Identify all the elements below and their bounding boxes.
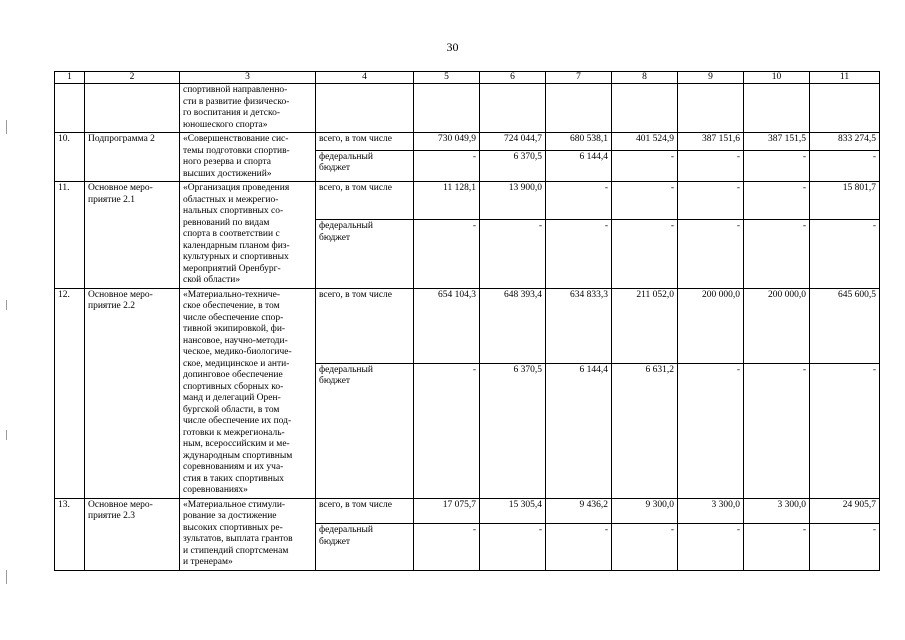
value-cell: 3 300,0: [744, 498, 810, 524]
row-description: спортивной направленно- сти в развитие физическо- го воспитания и детско- юношеского спорта»: [180, 84, 316, 133]
scan-artifact-mark: [6, 300, 7, 310]
value-cell: 3 300,0: [678, 498, 744, 524]
value-cell: -: [810, 220, 880, 288]
value-cell: -: [810, 524, 880, 570]
value-cell: -: [744, 363, 810, 498]
column-header: 8: [612, 72, 678, 84]
value-cell: [546, 84, 612, 133]
column-header: 5: [414, 72, 480, 84]
row-name: Основное меро- приятие 2.3: [85, 498, 180, 570]
column-header: 4: [316, 72, 414, 84]
value-cell: 724 044,7: [480, 133, 546, 151]
value-cell: 645 600,5: [810, 288, 880, 363]
value-cell: -: [612, 220, 678, 288]
row-description: «Совершенствование сис- темы подготовки спортив- ного резерва и спорта высших достижений»: [180, 133, 316, 182]
row-description: «Организация проведения областных и межрегио- нальных спортивных со- ревнований по видам спорта в соответствии с календарным планом физ- культурных и спортивных мероприятий Оренбург- ской области»: [180, 182, 316, 289]
row-name: Подпрограмма 2: [85, 133, 180, 182]
row-name: Основное меро- приятие 2.1: [85, 182, 180, 289]
value-cell: 6 144,4: [546, 150, 612, 181]
value-cell: 24 905,7: [810, 498, 880, 524]
value-cell: -: [744, 182, 810, 220]
value-cell: 833 274,5: [810, 133, 880, 151]
value-cell: 387 151,5: [744, 133, 810, 151]
value-cell: -: [744, 220, 810, 288]
column-header: 7: [546, 72, 612, 84]
value-cell: -: [480, 524, 546, 570]
value-cell: -: [546, 524, 612, 570]
value-cell: -: [678, 150, 744, 181]
value-cell: 680 538,1: [546, 133, 612, 151]
funding-source: федеральный бюджет: [316, 524, 414, 570]
column-header: 11: [810, 72, 880, 84]
value-cell: 387 151,6: [678, 133, 744, 151]
page-number: 30: [446, 40, 459, 54]
funding-source: федеральный бюджет: [316, 220, 414, 288]
funding-source: всего, в том числе: [316, 288, 414, 363]
value-cell: -: [414, 150, 480, 181]
value-cell: -: [810, 363, 880, 498]
value-cell: -: [744, 150, 810, 181]
row-number-cell: [55, 84, 85, 133]
value-cell: -: [612, 150, 678, 181]
value-cell: 200 000,0: [678, 288, 744, 363]
value-cell: -: [678, 220, 744, 288]
value-cell: [678, 84, 744, 133]
value-cell: [612, 84, 678, 133]
table-row: [55, 498, 880, 524]
value-cell: 634 833,3: [546, 288, 612, 363]
value-cell: [480, 84, 546, 133]
value-cell: 9 300,0: [612, 498, 678, 524]
funding-source: всего, в том числе: [316, 133, 414, 151]
continuation-row: [55, 84, 880, 133]
value-cell: -: [612, 524, 678, 570]
value-cell: 13 900,0: [480, 182, 546, 220]
value-cell: -: [414, 363, 480, 498]
row-number: 10.: [55, 133, 85, 182]
value-cell: 17 075,7: [414, 498, 480, 524]
value-cell: 6 370,5: [480, 363, 546, 498]
row-name-cell: [85, 84, 180, 133]
value-cell: 6 370,5: [480, 150, 546, 181]
row-number: 13.: [55, 498, 85, 570]
value-cell: 200 000,0: [744, 288, 810, 363]
row-description: «Материально-техниче- ское обеспечение, в том числе обеспечение спор- тивной экипировкой, фи- нансовое, научно-методи- ческое, медико-биологиче- ское, медицинское и анти- допинговое обеспечение спортивных сборных ко- манд и делегаций Орен- бургской области, в том числе обеспечение их под- готовки к межрегиональ- ным, всероссийским и ме- ждународным спортивным соревнованиям и их уча- стия в таких спортивных соревнованиях»: [180, 288, 316, 498]
value-cell: 9 436,2: [546, 498, 612, 524]
column-header: 6: [480, 72, 546, 84]
value-cell: -: [480, 220, 546, 288]
column-header: 1: [55, 72, 85, 84]
value-cell: -: [546, 182, 612, 220]
row-description: «Материальное стимули- рование за достижение высоких спортивных ре- зультатов, выплата грантов и стипендий спортсменам и тренерам»: [180, 498, 316, 570]
value-cell: 6 144,4: [546, 363, 612, 498]
table-row: [55, 133, 880, 151]
header-row: [55, 72, 880, 84]
funding-source: федеральный бюджет: [316, 363, 414, 498]
value-cell: -: [612, 182, 678, 220]
funding-source: всего, в том числе: [316, 182, 414, 220]
value-cell: 401 524,9: [612, 133, 678, 151]
column-header: 9: [678, 72, 744, 84]
column-header: 2: [85, 72, 180, 84]
row-number: 11.: [55, 182, 85, 289]
value-cell: -: [546, 220, 612, 288]
value-cell: [744, 84, 810, 133]
table-body: [55, 72, 880, 571]
value-cell: -: [414, 524, 480, 570]
row-number: 12.: [55, 288, 85, 498]
value-cell: 211 052,0: [612, 288, 678, 363]
scan-artifact-mark: [6, 120, 7, 134]
value-cell: -: [678, 363, 744, 498]
value-cell: 15 801,7: [810, 182, 880, 220]
funding-source: всего, в том числе: [316, 498, 414, 524]
source-cell: [316, 84, 414, 133]
value-cell: -: [414, 220, 480, 288]
value-cell: -: [678, 524, 744, 570]
funding-source: федеральный бюджет: [316, 150, 414, 181]
row-name: Основное меро- приятие 2.2: [85, 288, 180, 498]
column-header: 3: [180, 72, 316, 84]
value-cell: 730 049,9: [414, 133, 480, 151]
column-header: 10: [744, 72, 810, 84]
value-cell: 648 393,4: [480, 288, 546, 363]
value-cell: 6 631,2: [612, 363, 678, 498]
budget-table: [54, 71, 880, 571]
table-row: [55, 288, 880, 363]
value-cell: -: [810, 150, 880, 181]
value-cell: [414, 84, 480, 133]
value-cell: -: [678, 182, 744, 220]
scan-artifact-mark: [6, 430, 7, 440]
value-cell: -: [744, 524, 810, 570]
value-cell: 654 104,3: [414, 288, 480, 363]
value-cell: 15 305,4: [480, 498, 546, 524]
table-row: [55, 182, 880, 220]
value-cell: 11 128,1: [414, 182, 480, 220]
value-cell: [810, 84, 880, 133]
scan-artifact-mark: [6, 570, 7, 584]
